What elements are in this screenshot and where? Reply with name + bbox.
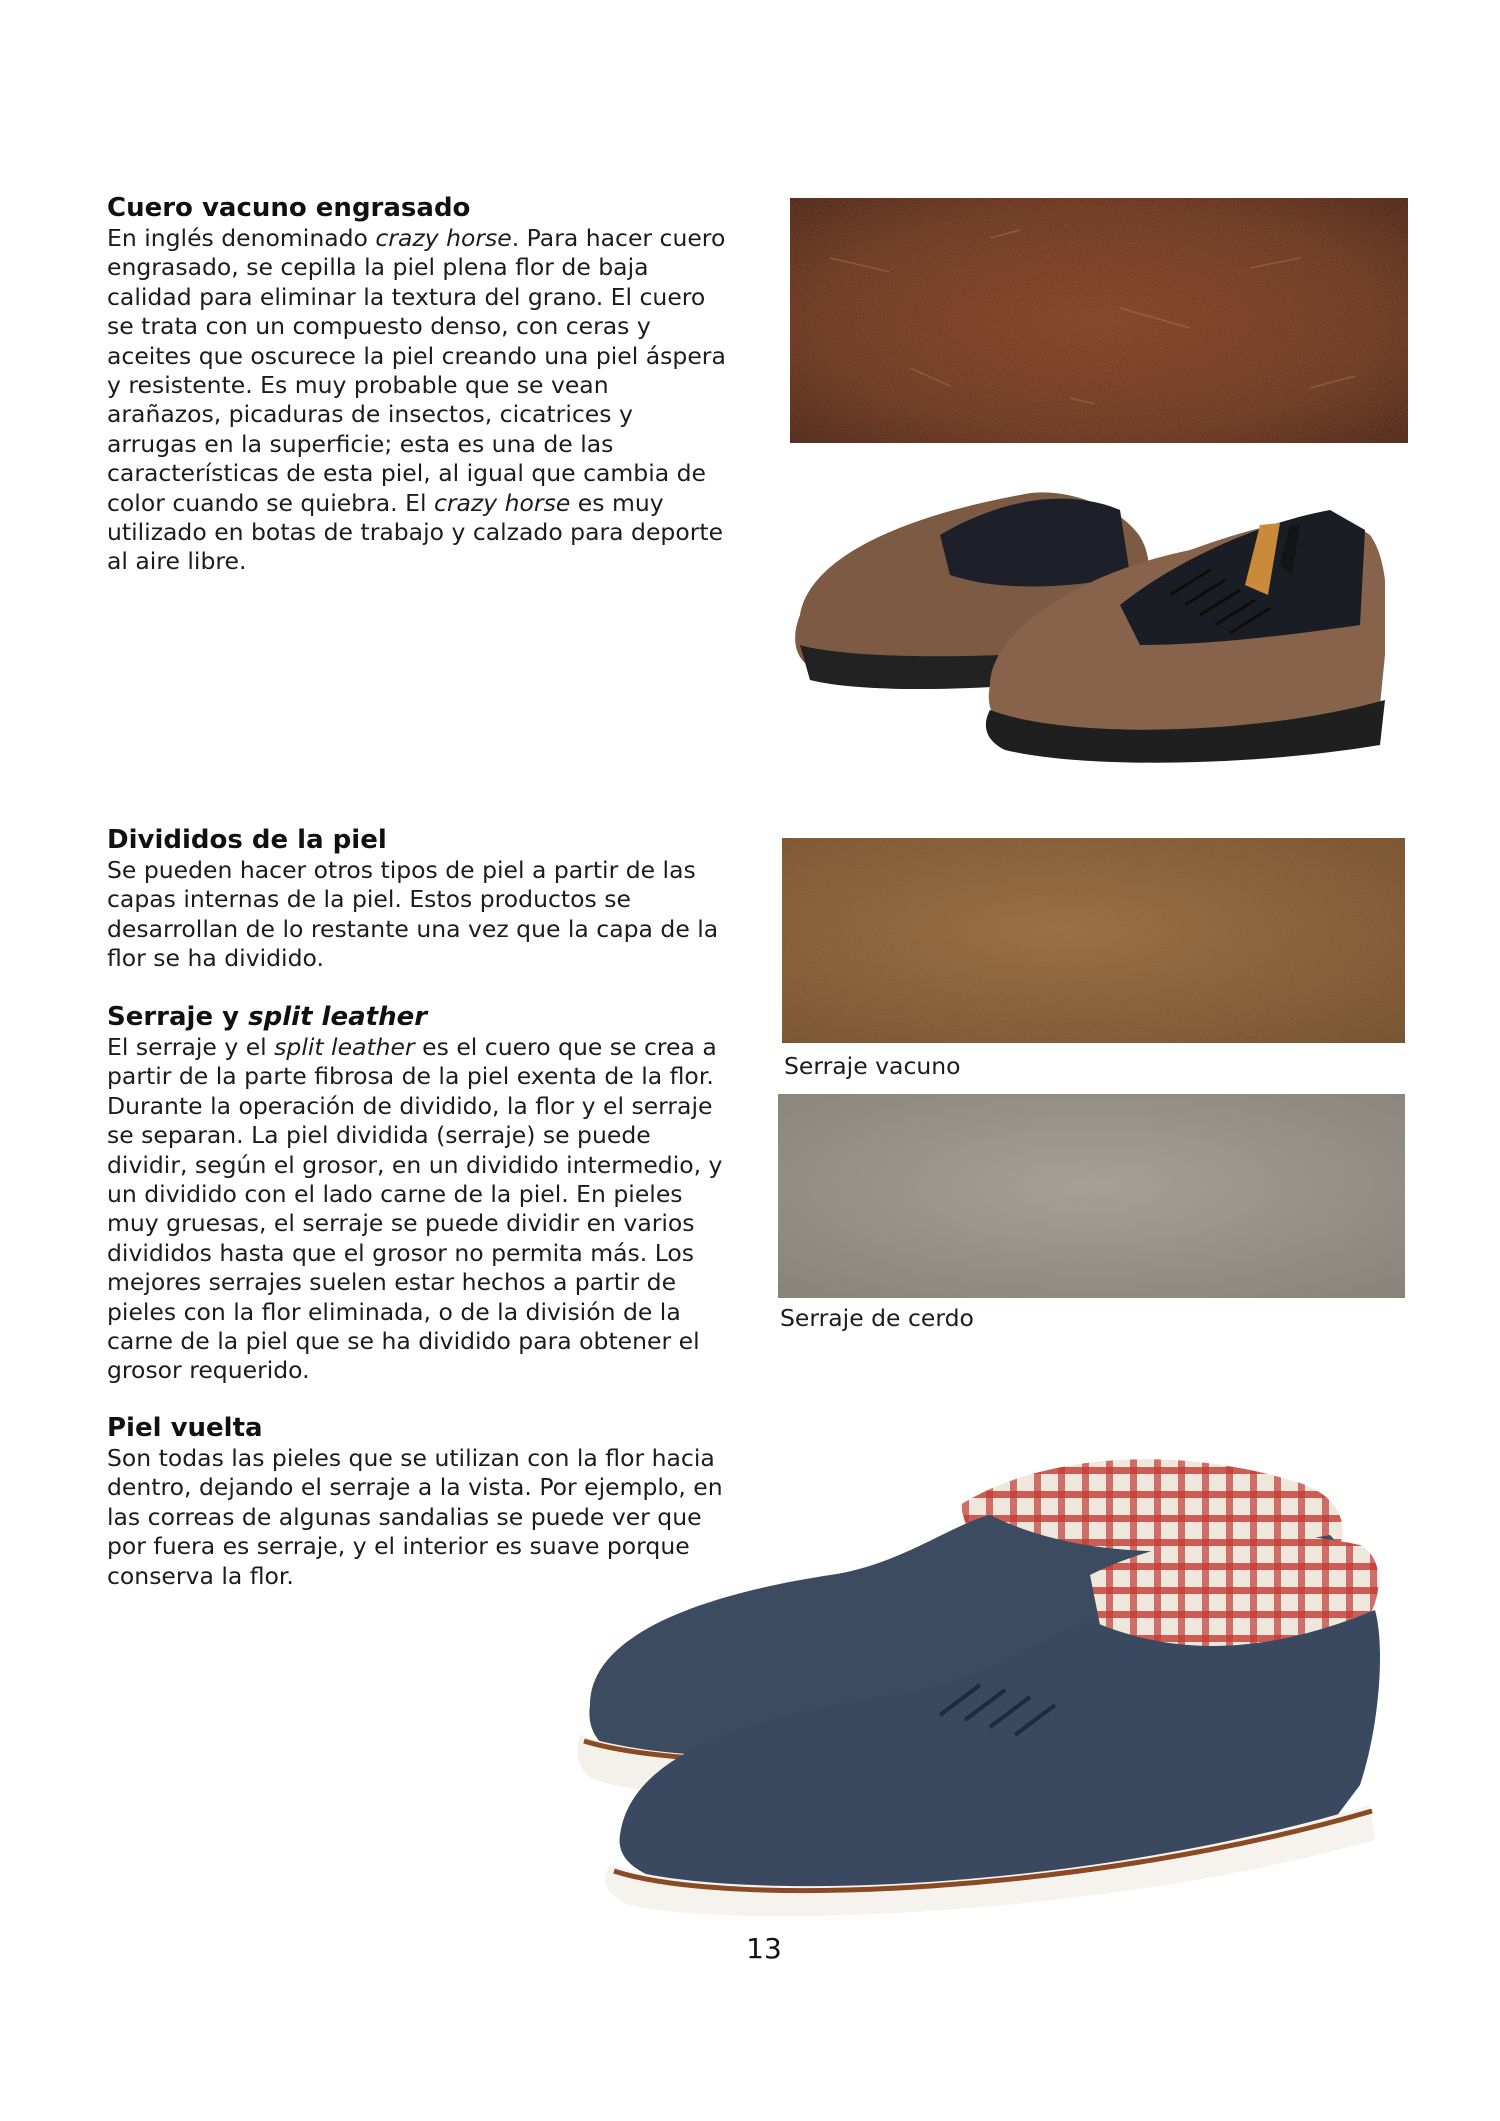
body-segment: En inglés denominado: [107, 224, 376, 252]
body-segment: es muy utilizado en botas de trabajo y calzado para deporte al aire libre.: [107, 488, 724, 576]
section-serraje-split-leather: [107, 1001, 727, 1386]
section-title: Piel vuelta: [107, 1413, 263, 1443]
page-number: 13: [746, 1932, 782, 1965]
section-body: [107, 224, 727, 577]
body-segment: es el cuero que se crea a partir de la parte fibrosa de la piel exenta de la flor. Durante la operación de dividido, la flor y el serraje se separan. La piel dividida (serraje) se puede dividir, según el grosor, en un dividido intermedio, y un dividido con el lado carne de la piel. En pieles muy gruesas, el serraje se puede dividir en varios divididos hasta que el grosor no permita más. Los mejores serrajes suelen estar hechos a partir de pieles con la flor eliminada, o de la división de la carne de la piel que se ha dividido para obtener el grosor requerido.: [107, 1033, 723, 1385]
section-title: Cuero vacuno engrasado: [107, 193, 471, 223]
section-body: Son todas las pieles que se utilizan con la flor hacia dentro, dejando el serraje a la vista. Por ejemplo, en las correas de algunas sandalias se puede ver que por fuera es serraje, y el interior es suave porque conserva la flor.: [107, 1444, 723, 1590]
title-part: Serraje y: [107, 1002, 249, 1032]
term-crazy-horse: crazy horse: [375, 224, 512, 252]
term-split-leather: split leather: [274, 1033, 415, 1061]
caption-serraje-vacuno: Serraje vacuno: [784, 1052, 961, 1080]
title-term: split leather: [248, 1002, 428, 1032]
serraje-cerdo-swatch: [778, 1094, 1405, 1298]
crazy-horse-leather-swatch: [790, 198, 1408, 443]
section-body: Se pueden hacer otros tipos de piel a partir de las capas internas de la piel. Estos productos se desarrollan de lo restante una vez que la capa de la flor se ha dividido.: [107, 856, 719, 973]
section-divididos-de-la-piel: [107, 824, 727, 974]
body-segment: El serraje y el: [107, 1033, 275, 1061]
term-crazy-horse: crazy horse: [433, 488, 571, 517]
suede-derby-shoes-image: [570, 1435, 1385, 1930]
serraje-vacuno-swatch: [782, 838, 1405, 1043]
section-title: Divididos de la piel: [107, 825, 387, 855]
section-body: [107, 1033, 727, 1386]
body-segment: . Para hacer cuero engrasado, se cepilla la piel plena flor de baja calidad para eliminar la textura del grano. El cuero se trata con un compuesto denso, con ceras y aceites que oscurece la piel creando una piel áspera y resistente. Es muy probable que se vean arañazos, picaduras de insectos, cicatrices y arrugas en la superficie; esta es una de las características de esta piel, al igual que cambia de color cuando se quiebra. El: [107, 224, 726, 517]
crazy-horse-sneakers-image: [790, 455, 1385, 770]
section-cuero-vacuno-engrasado: [107, 192, 727, 577]
caption-serraje-cerdo: Serraje de cerdo: [780, 1304, 974, 1332]
section-title: [107, 1001, 727, 1033]
